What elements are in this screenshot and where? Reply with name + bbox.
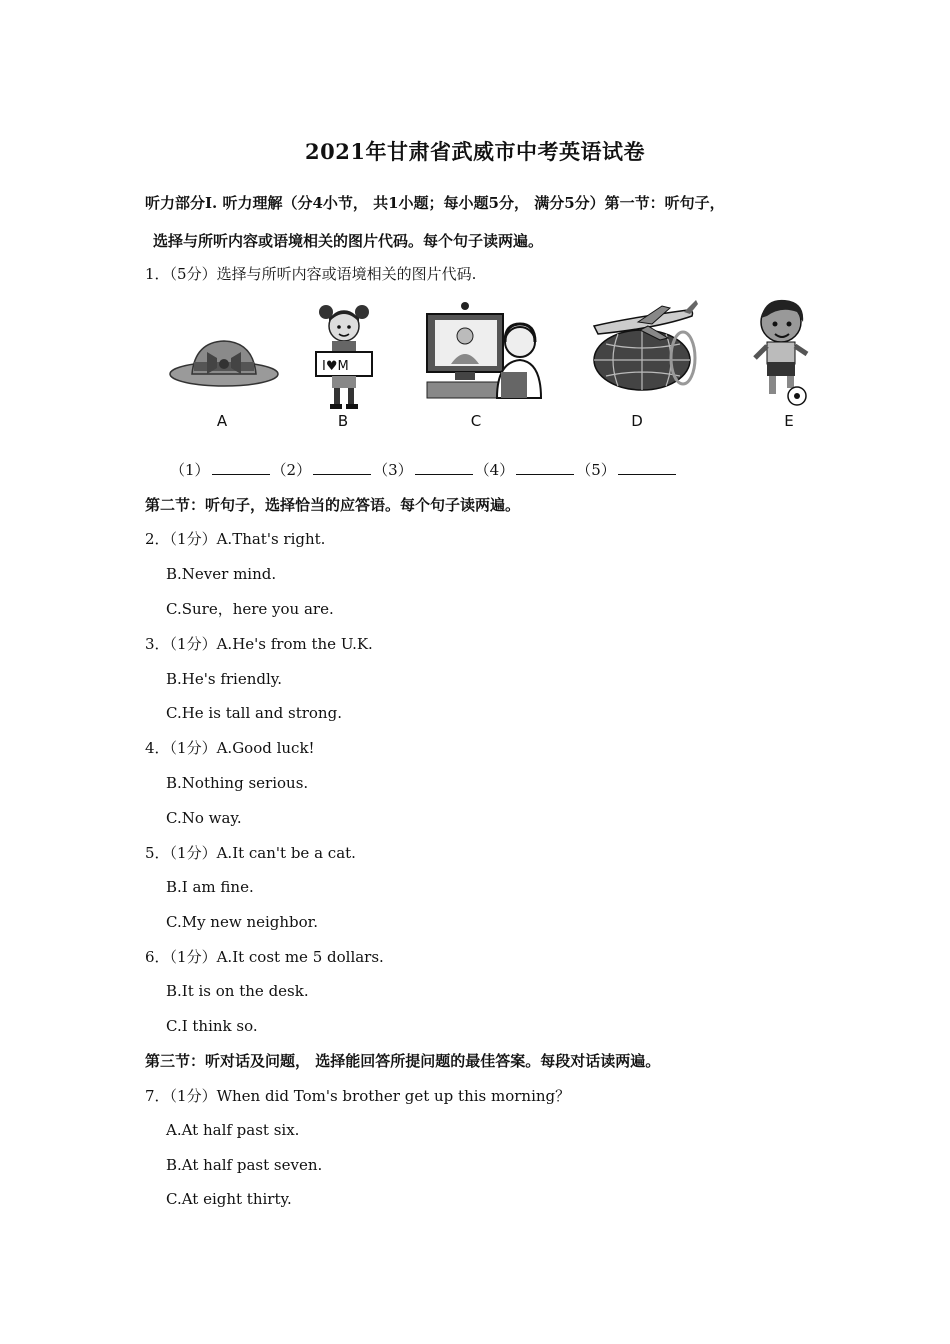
hat-icon: [167, 336, 282, 400]
part1-heading: 听力部分Ⅰ. 听力理解（分4小节， 共1小题；每小题5分， 满分5分）第一节：听句子，: [145, 194, 725, 212]
question-7-option-b: B.At half past seven.: [166, 1156, 323, 1174]
question-4-stem: 4．（1分）A.Good luck!: [145, 739, 315, 757]
picture-label-c: C: [470, 412, 482, 430]
blank-2[interactable]: [313, 460, 371, 475]
question-6-option-b: B.It is on the desk.: [166, 982, 309, 1000]
question-6-option-c: C.I think so.: [166, 1017, 258, 1035]
picture-label-b: B: [337, 412, 349, 430]
question-2-option-b: B.Never mind.: [166, 565, 277, 583]
question-7-option-a: A.At half past six.: [166, 1121, 300, 1139]
blank-label-4: （4）: [474, 461, 515, 479]
question-7-option-c: C.At eight thirty.: [166, 1190, 292, 1208]
picture-label-e: E: [784, 412, 794, 430]
blank-label-3: （3）: [373, 461, 413, 479]
blank-label-1: （1）: [170, 461, 210, 479]
question-5-option-b: B.I am fine.: [166, 878, 254, 896]
question-5-stem: 5．（1分）A.It can't be a cat.: [145, 844, 356, 862]
page-title: 2021年甘肃省武威市中考英语试卷: [305, 139, 645, 164]
blank-4[interactable]: [516, 460, 574, 475]
blank-label-5: （5）: [576, 461, 616, 479]
question-7-stem: 7．（1分）When did Tom's brother get up this morning？: [145, 1087, 571, 1105]
picture-label-d: D: [631, 412, 643, 430]
question-3-option-b: B.He's friendly.: [166, 670, 283, 688]
boy-soccer-icon: [751, 298, 815, 410]
airplane-globe-icon: [588, 300, 700, 396]
picture-label-a: A: [216, 412, 228, 430]
picture-strip: [165, 296, 815, 436]
section-3-heading: 第三节：听对话及问题， 选择能回答所提问题的最佳答案。每段对话读两遍。: [145, 1052, 661, 1070]
question-2-option-c: C.Sure，here you are.: [166, 600, 334, 618]
video-call-icon: [425, 302, 543, 406]
question-1-stem: 1．（5分）选择与所听内容或语境相关的图片代码.: [145, 265, 477, 283]
question-2-stem: 2．（1分）A.That's right.: [145, 530, 326, 548]
blank-3[interactable]: [415, 460, 473, 475]
question-5-option-c: C.My new neighbor.: [166, 913, 318, 931]
question-3-stem: 3．（1分）A.He's from the U.K.: [145, 635, 373, 653]
question-3-option-c: C.He is tall and strong.: [166, 704, 342, 722]
answer-blanks: [170, 460, 678, 480]
girl-sign-icon: [310, 304, 380, 416]
question-4-option-b: B.Nothing serious.: [166, 774, 309, 792]
svg-text:I♥M: I♥M: [322, 359, 349, 374]
section-2-heading: 第二节：听句子，选择恰当的应答语。每个句子读两遍。: [145, 496, 521, 514]
question-6-stem: 6．（1分）A.It cost me 5 dollars.: [145, 948, 384, 966]
blank-5[interactable]: [618, 460, 676, 475]
blank-label-2: （2）: [271, 461, 312, 479]
question-4-option-c: C.No way.: [166, 809, 242, 827]
part1-heading-cont: 选择与所听内容或语境相关的图片代码。每个句子读两遍。: [153, 232, 544, 250]
blank-1[interactable]: [212, 460, 270, 475]
